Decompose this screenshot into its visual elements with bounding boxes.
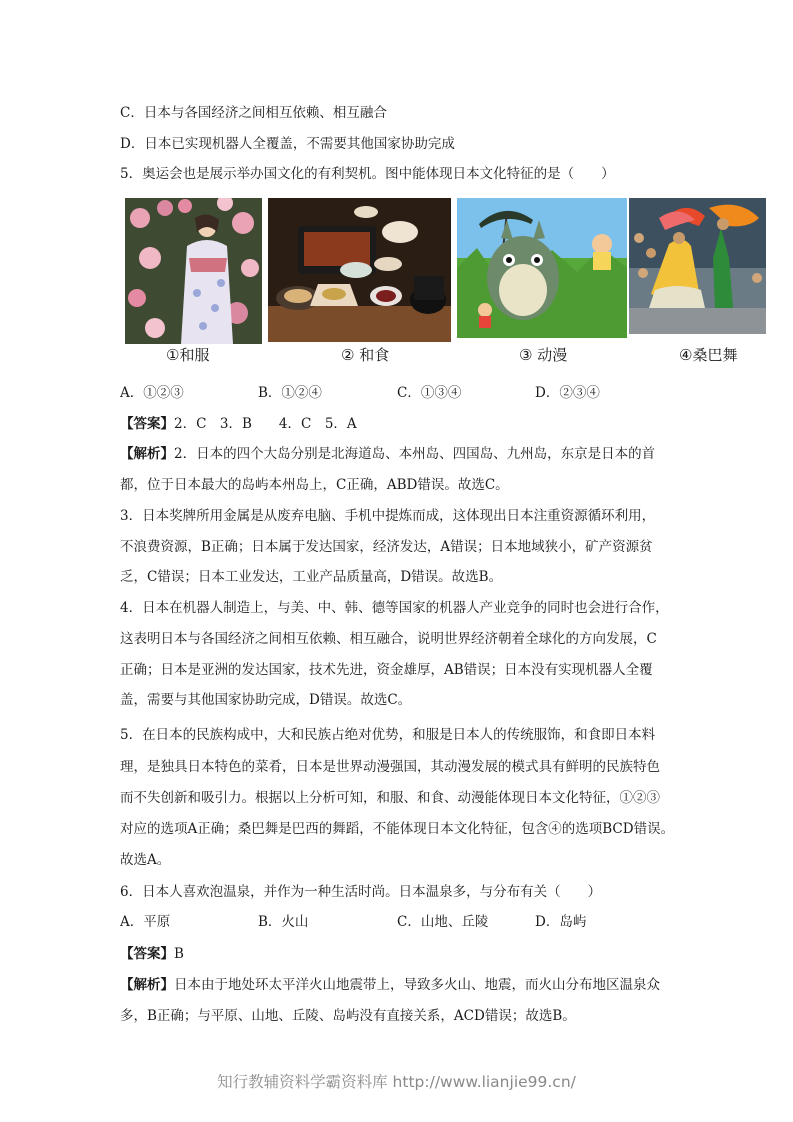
analysis-line-8: 正确；日本是亚洲的发达国家，技术先进，资金雄厚，AB错误；日本没有实现机器人全覆: [120, 662, 653, 678]
kimono-caption: ①和服: [166, 346, 210, 364]
analysis2-text-1: 日本由于地处环太平洋火山地震带上，导致多火山、地震，而火山分布地区温泉众: [174, 977, 660, 993]
analysis-line-3: 3．日本奖牌所用金属是从废弃电脑、手机中提炼而成，这体现出日本注重资源循环利用，: [120, 508, 656, 524]
analysis-line-14: 故选A。: [120, 852, 171, 868]
japanese-food-caption: ② 和食: [341, 346, 390, 364]
footer-watermark: 知行教辅资料学霸资料库 http://www.lianjie99.cn/: [217, 1073, 576, 1091]
analysis-line-13: 对应的选项A正确；桑巴舞是巴西的舞蹈，不能体现日本文化特征，包含④的选项BCD错误。: [120, 821, 675, 837]
analysis-tag: 【解析】: [120, 446, 174, 462]
samba-image: [629, 198, 766, 334]
analysis-line-11: 理，是独具日本特色的菜肴，日本是世界动漫强国，其动漫发展的模式具有鲜明的民族特色: [120, 759, 660, 775]
option-a: A．①②③: [120, 385, 184, 401]
anime-image: [457, 198, 627, 338]
question-5-stem: 5．奥运会也是展示举办国文化的有利契机。图中能体现日本文化特征的是（ ）: [120, 166, 615, 182]
question-6-stem: 6．日本人喜欢泡温泉，并作为一种生活时尚。日本温泉多，与分布有关（ ）: [120, 884, 602, 900]
kimono-image: [125, 198, 262, 344]
analysis-line-5: 乏，C错误；日本工业发达，工业产品质量高，D错误。故选B。: [120, 569, 503, 585]
option-d: D．②③④: [535, 385, 600, 401]
samba-caption: ④桑巴舞: [679, 346, 738, 364]
analysis-line-10: 5．在日本的民族构成中，大和民族占绝对优势，和服是日本人的传统服饰，和食即日本料: [120, 727, 656, 743]
answer-text: 2．C 3．B 4．C 5．A: [174, 416, 357, 432]
option-c: C．①③④: [397, 385, 462, 401]
q6-option-b: B．火山: [258, 914, 309, 930]
option-d-text: D．日本已实现机器人全覆盖，不需要其他国家协助完成: [120, 136, 455, 152]
analysis2-line-1: [120, 975, 660, 995]
analysis-line-6: 4．日本在机器人制造上，与美、中、韩、德等国家的机器人产业竞争的同时也会进行合作，: [120, 600, 669, 616]
analysis-tag-2: 【解析】: [120, 977, 174, 993]
anime-caption: ③ 动漫: [519, 346, 568, 364]
analysis-line-1: [120, 444, 655, 464]
answer-tag-2: 【答案】: [120, 946, 174, 962]
answer-tag: 【答案】: [120, 416, 174, 432]
answer-line: [120, 414, 357, 434]
analysis-line-4: 不浪费资源，B正确；日本属于发达国家，经济发达，A错误；日本地域狭小，矿产资源贫: [120, 539, 653, 555]
option-b: B．①②④: [258, 385, 322, 401]
answer-line-2: [120, 944, 184, 964]
analysis-text-1: 2．日本的四个大岛分别是北海道岛、本州岛、四国岛、九州岛，东京是日本的首: [174, 446, 656, 462]
analysis2-line-2: 多，B正确；与平原、山地、丘陵、岛屿没有直接关系，ACD错误；故选B。: [120, 1008, 576, 1024]
analysis-line-7: 这表明日本与各国经济之间相互依赖、相互融合，说明世界经济朝着全球化的方向发展，C: [120, 631, 657, 647]
analysis-line-12: 而不失创新和吸引力。根据以上分析可知，和服、和食、动漫能体现日本文化特征，①②③: [120, 790, 660, 806]
analysis-line-9: 盖，需要与其他国家协助完成，D错误。故选C。: [120, 692, 412, 708]
answer-text-2: B: [174, 946, 184, 962]
option-c-text: C．日本与各国经济之间相互依赖、相互融合: [120, 105, 387, 121]
analysis-line-2: 都，位于日本最大的岛屿本州岛上，C正确，ABD错误。故选C。: [120, 477, 509, 493]
q6-option-d: D．岛屿: [535, 914, 587, 930]
japanese-food-image: [268, 198, 451, 342]
q6-option-c: C．山地、丘陵: [397, 914, 489, 930]
q6-option-a: A．平原: [120, 914, 171, 930]
